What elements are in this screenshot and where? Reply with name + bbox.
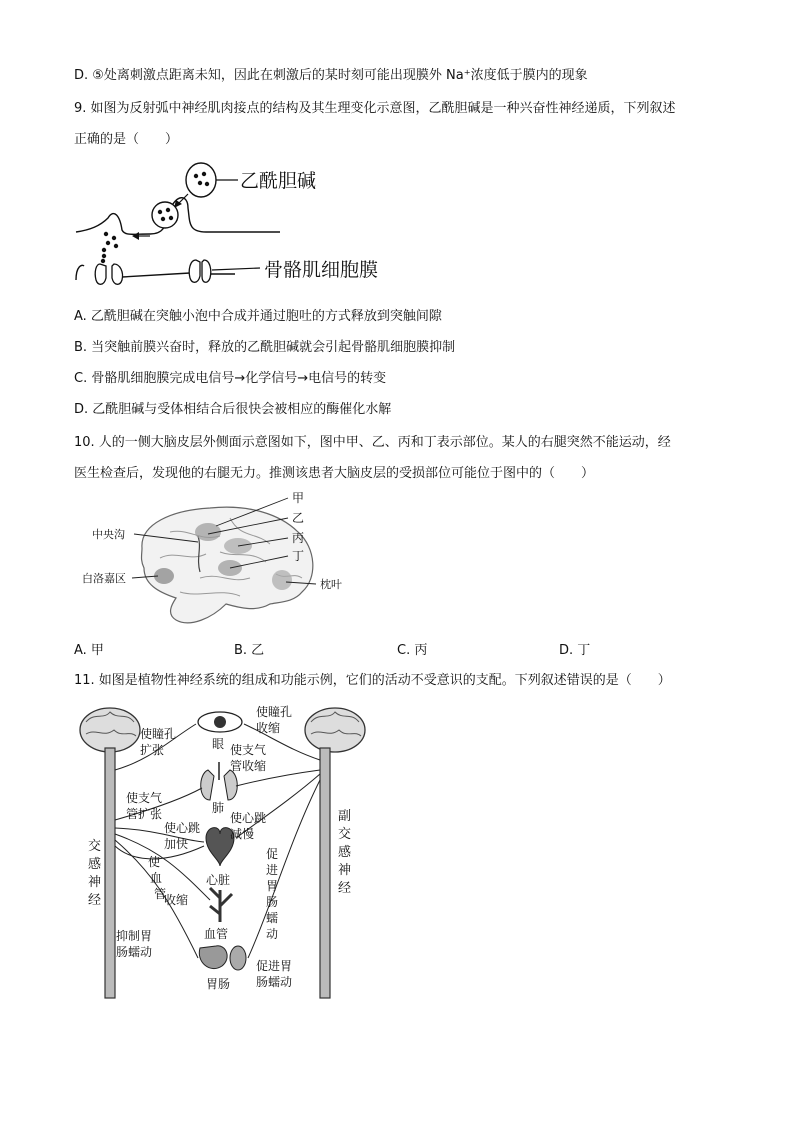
heart-slow-1: 使心跳: [230, 811, 267, 825]
gi-col-5: 动: [266, 927, 279, 941]
para-char-2: 感: [338, 845, 352, 860]
pupil-constrict-1: 使瞳孔: [256, 705, 293, 719]
label-ding: 丁: [292, 549, 305, 563]
vessel-col-1: 血: [150, 871, 163, 885]
q8-option-d: D. ⑤处离刺激点距离未知，因此在刺激后的某时刻可能出现膜外 Na⁺浓度低于膜内的现象: [74, 68, 588, 83]
heart-slow-2: 减慢: [230, 827, 255, 841]
gi-inhibit-1: 抑制胃: [116, 929, 153, 943]
pupil-dilate-2: 扩张: [140, 743, 165, 757]
symp-char-0: 交: [88, 839, 102, 854]
q10-option-a: A. 甲: [74, 643, 104, 658]
q10-brain-figure: [80, 488, 360, 633]
symp-char-3: 经: [88, 893, 102, 908]
gi-col-2: 胃: [266, 879, 279, 893]
bronchi-dilate-2: 管扩张: [126, 807, 163, 821]
q9-option-a: A. 乙酰胆碱在突触小泡中合成并通过胞吐的方式释放到突触间隙: [74, 309, 442, 324]
vessel-col-2: 管: [154, 887, 167, 901]
label-broca: 白洛嘉区: [82, 572, 126, 585]
vessel-col-0: 使: [148, 855, 161, 869]
q10-stem-line1: 10. 人的一侧大脑皮层外侧面示意图如下，图中甲、乙、丙和丁表示部位。某人的右腿突然不能运动，经: [74, 435, 671, 450]
bronchi-dilate-1: 使支气: [126, 791, 163, 805]
bronchi-constrict-2: 管收缩: [230, 759, 267, 773]
label-yi: 乙: [292, 511, 305, 525]
q10-option-c: C. 丙: [397, 643, 428, 658]
q9-synapse-figure: [70, 160, 400, 290]
label-jia: 甲: [292, 491, 305, 505]
gi-col-0: 促: [266, 847, 279, 861]
q9-option-d: D. 乙酰胆碱与受体相结合后很快会被相应的酶催化水解: [74, 402, 392, 417]
q10-option-b: B. 乙: [234, 643, 265, 658]
gi-col-1: 进: [266, 863, 279, 877]
stomach-label: 胃肠: [206, 977, 231, 991]
heart-label: 心脏: [206, 873, 231, 887]
gi-col-4: 蠕: [266, 911, 279, 925]
q9-stem-line1: 9. 如图为反射弧中神经肌肉接点的结构及其生理变化示意图，乙酰胆碱是一种兴奋性神经递质，下列叙述: [74, 101, 676, 116]
gi-promote-2: 肠蠕动: [256, 975, 293, 989]
gi-col-3: 肠: [266, 895, 279, 909]
q11-autonomic-figure: [70, 700, 380, 1000]
label-central-sulcus: 中央沟: [92, 528, 125, 541]
symp-char-2: 神: [88, 875, 102, 890]
symp-char-1: 感: [88, 857, 102, 872]
q10-options: [74, 639, 734, 659]
vessel-label: 血管: [204, 927, 229, 941]
gi-inhibit-2: 肠蠕动: [116, 945, 153, 959]
q11-stem: 11. 如图是植物性神经系统的组成和功能示例，它们的活动不受意识的支配。下列叙述错误的是（ ）: [74, 673, 671, 688]
q9-stem-line2: 正确的是（ ）: [74, 132, 179, 147]
gi-promote-1: 促进胃: [256, 959, 293, 973]
lung-label: 肺: [212, 801, 225, 815]
eye-label: 眼: [212, 737, 225, 751]
label-occipital: 枕叶: [320, 578, 342, 591]
bronchi-constrict-1: 使支气: [230, 743, 267, 757]
para-char-4: 经: [338, 881, 352, 896]
vessel-col-tail: 收缩: [164, 893, 189, 907]
label-acetylcholine: 乙酰胆碱: [240, 170, 317, 192]
pupil-constrict-2: 收缩: [256, 721, 281, 735]
q9-option-b: B. 当突触前膜兴奋时，释放的乙酰胆碱就会引起骨骼肌细胞膜抑制: [74, 340, 456, 355]
q10-stem-line2: 医生检查后，发现他的右腿无力。推测该患者大脑皮层的受损部位可能位于图中的（ ）: [74, 466, 595, 481]
para-char-1: 交: [338, 827, 352, 842]
label-muscle-membrane: 骨骼肌细胞膜: [264, 259, 379, 281]
heart-fast-2: 加快: [164, 837, 189, 851]
q10-option-d: D. 丁: [559, 643, 591, 658]
para-char-0: 副: [338, 809, 352, 824]
pupil-dilate-1: 使瞳孔: [140, 727, 177, 741]
heart-fast-1: 使心跳: [164, 821, 201, 835]
q9-option-c: C. 骨骼肌细胞膜完成电信号→化学信号→电信号的转变: [74, 371, 387, 386]
label-bing: 丙: [292, 531, 305, 545]
para-char-3: 神: [338, 863, 352, 878]
